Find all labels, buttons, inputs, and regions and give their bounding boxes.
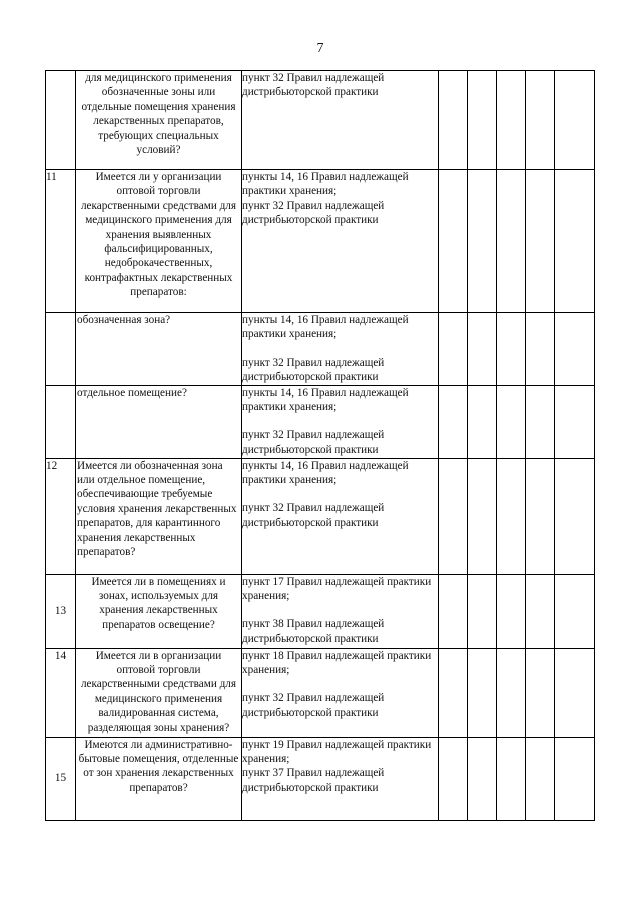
question-cell: Имеется ли в помещениях и зонах, используемых для хранения лекарственных препаратов освещение?	[76, 574, 242, 648]
row-number: 11	[46, 170, 76, 313]
answer-na-cell	[497, 458, 526, 574]
comment-cell	[555, 458, 595, 574]
reference-cell	[242, 71, 439, 170]
answer-yes-cell	[439, 648, 468, 737]
row-number: 15	[46, 737, 76, 820]
reference-line: пункт 18 Правил надлежащей практики хранения;	[242, 649, 432, 677]
answer-yes-cell	[439, 458, 468, 574]
answer-no-cell	[468, 71, 497, 170]
table-row	[46, 737, 595, 820]
reference-cell	[242, 574, 439, 648]
extra-cell	[526, 170, 555, 313]
table-row	[46, 71, 595, 170]
question-cell: Имеется ли обозначенная зона или отдельное помещение, обеспечивающие требуемые условия хранения лекарственных препаратов, для карантинного хранения лекарственных препаратов?	[76, 458, 242, 574]
reference-line: пункты 14, 16 Правил надлежащей практики хранения;	[242, 314, 409, 341]
reference-line: пункт 32 Правил надлежащей дистрибьюторской практики	[242, 429, 385, 456]
answer-na-cell	[497, 385, 526, 458]
answer-no-cell	[468, 458, 497, 574]
row-number	[46, 385, 76, 458]
reference-line: пункт 32 Правил надлежащей дистрибьюторской практики	[242, 692, 385, 719]
answer-no-cell	[468, 385, 497, 458]
reference-line: пункт 38 Правил надлежащей дистрибьюторской практики	[242, 618, 385, 645]
answer-yes-cell	[439, 574, 468, 648]
answer-no-cell	[468, 170, 497, 313]
question-cell: для медицинского применения обозначенные зоны или отдельные помещения хранения лекарственных препаратов, требующих специальных условий?	[76, 71, 242, 170]
reference-line: пункты 14, 16 Правил надлежащей практики хранения;	[242, 459, 409, 487]
comment-cell	[555, 71, 595, 170]
row-number	[46, 71, 76, 170]
reference-line: пункт 32 Правил надлежащей дистрибьюторской практики	[242, 502, 385, 529]
reference-line: пункты 14, 16 Правил надлежащей практики хранения;	[242, 171, 409, 198]
question-cell: отдельное помещение?	[76, 385, 242, 458]
answer-no-cell	[468, 648, 497, 737]
answer-na-cell	[497, 737, 526, 820]
table-row	[46, 648, 595, 737]
row-number: 13	[46, 574, 76, 648]
reference-cell	[242, 385, 439, 458]
question-cell: Имеется ли в организации оптовой торговли лекарственными средствами для медицинского применения валидированная система, разделяющая зоны хранения?	[76, 648, 242, 737]
row-number	[46, 313, 76, 386]
row-number: 14	[46, 648, 76, 737]
extra-cell	[526, 71, 555, 170]
reference-line: пункт 37 Правил надлежащей дистрибьюторской практики	[242, 767, 385, 794]
extra-cell	[526, 648, 555, 737]
answer-yes-cell	[439, 71, 468, 170]
answer-no-cell	[468, 737, 497, 820]
reference-cell	[242, 458, 439, 574]
question-cell: Имеются ли административно-бытовые помещения, отделенные от зон хранения лекарственных препаратов?	[76, 737, 242, 820]
extra-cell	[526, 385, 555, 458]
comment-cell	[555, 737, 595, 820]
reference-cell	[242, 737, 439, 820]
comment-cell	[555, 385, 595, 458]
comment-cell	[555, 648, 595, 737]
answer-yes-cell	[439, 385, 468, 458]
comment-cell	[555, 574, 595, 648]
answer-na-cell	[497, 574, 526, 648]
reference-line: пункты 14, 16 Правил надлежащей практики хранения;	[242, 386, 409, 414]
table-row	[46, 574, 595, 648]
answer-yes-cell	[439, 170, 468, 313]
reference-line: пункт 19 Правил надлежащей практики хранения;	[242, 738, 432, 766]
answer-na-cell	[497, 648, 526, 737]
reference-line: пункт 32 Правил надлежащей дистрибьюторской практики	[242, 356, 385, 384]
question-cell: обозначенная зона?	[76, 313, 242, 386]
reference-cell	[242, 313, 439, 386]
reference-cell	[242, 170, 439, 313]
table-row	[46, 385, 595, 458]
question-cell: Имеется ли у организации оптовой торговли лекарственными средствами для медицинского применения для хранения выявленных фальсифицированных, недоброкачественных, контрафактных лекарственных препаратов:	[76, 170, 242, 313]
table-row	[46, 458, 595, 574]
reference-line: пункт 32 Правил надлежащей дистрибьюторской практики	[242, 199, 385, 227]
row-number: 12	[46, 458, 76, 574]
extra-cell	[526, 737, 555, 820]
reference-line: пункт 17 Правил надлежащей практики хранения;	[242, 575, 432, 603]
answer-yes-cell	[439, 313, 468, 386]
answer-na-cell	[497, 170, 526, 313]
answer-na-cell	[497, 313, 526, 386]
comment-cell	[555, 313, 595, 386]
extra-cell	[526, 313, 555, 386]
extra-cell	[526, 458, 555, 574]
answer-yes-cell	[439, 737, 468, 820]
reference-cell	[242, 648, 439, 737]
answer-no-cell	[468, 574, 497, 648]
comment-cell	[555, 170, 595, 313]
table-row	[46, 313, 595, 386]
reference-line: пункт 32 Правил надлежащей дистрибьюторской практики	[242, 72, 385, 99]
table-row	[46, 170, 595, 313]
answer-no-cell	[468, 313, 497, 386]
extra-cell	[526, 574, 555, 648]
answer-na-cell	[497, 71, 526, 170]
checklist-table	[45, 70, 595, 821]
page-number: 7	[316, 41, 324, 56]
